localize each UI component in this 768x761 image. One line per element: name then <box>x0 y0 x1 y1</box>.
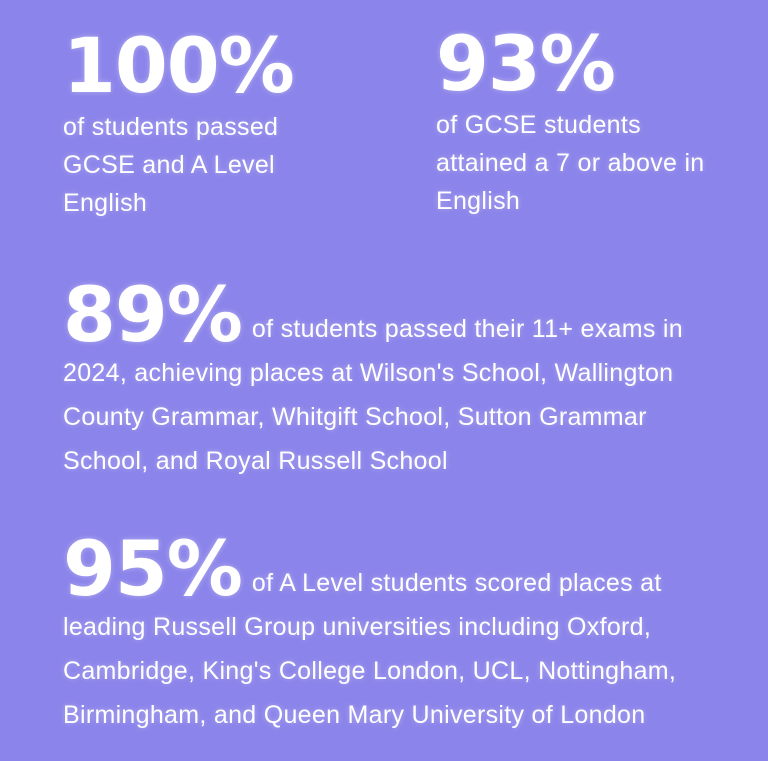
stat-description: of students passed their 11+ exams in 2024, achieving places at Wilson's School, Wallington County Grammar, Whitgift School, Sutton Grammar School, and Royal Russell School <box>63 315 683 475</box>
stat-english-pass-rate <box>63 21 333 222</box>
stat-value: 95% <box>63 524 242 613</box>
stat-value: 89% <box>63 270 242 359</box>
stat-description: of students passed GCSE and A Level English <box>63 113 279 217</box>
stat-value: 100% <box>63 21 294 110</box>
stat-description: of A Level students scored places at leading Russell Group universities including Oxford, Cambridge, King's College London, UCL, Nottingham, Birmingham, and Queen Mary University of London <box>63 569 677 729</box>
stat-russell-group-places <box>63 524 723 737</box>
stat-eleven-plus-pass-rate <box>63 270 723 483</box>
stat-description: of GCSE students attained a 7 or above in English <box>436 111 705 215</box>
stat-gcse-english-grade <box>436 19 736 220</box>
stat-value: 93% <box>436 19 615 108</box>
